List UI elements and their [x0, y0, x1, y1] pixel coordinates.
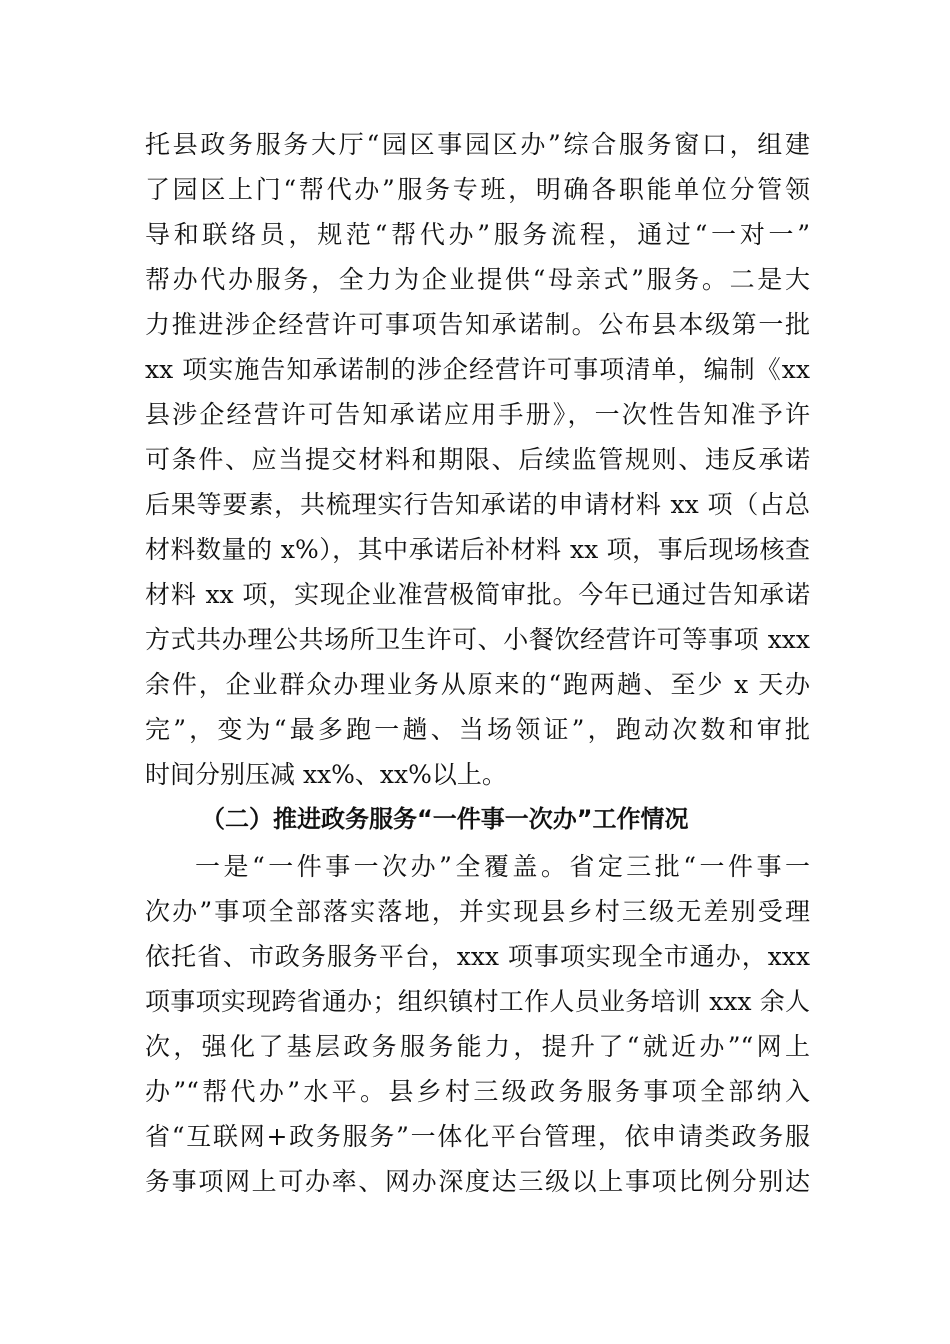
- text-line: 导和联络员，规范“帮代办”服务流程，通过“一对一”: [145, 220, 810, 249]
- text-line: 方式共办理公共场所卫生许可、小餐饮经营许可等事项 xxx: [145, 625, 810, 654]
- text-line: 次，强化了基层政务服务能力，提升了“就近办”“网上: [145, 1032, 810, 1061]
- document-body: [145, 122, 810, 1204]
- text-line: xx 项实施告知承诺制的涉企经营许可事项清单，编制《xx: [145, 355, 810, 384]
- section-heading: （二）推进政务服务“一件事一次办”工作情况: [201, 805, 689, 833]
- text-line: 后果等要素，共梳理实行告知承诺的申请材料 xx 项（占总: [145, 490, 810, 519]
- text-line: 时间分别压减 xx%、xx%以上。: [145, 760, 507, 789]
- text-line: 余件，企业群众办理业务从原来的“跑两趟、至少 x 天办: [145, 670, 810, 699]
- text-line: 项事项实现跨省通办；组织镇村工作人员业务培训 xxx 余人: [145, 987, 810, 1016]
- text-line: 完”，变为“最多跑一趟、当场领证”，跑动次数和审批: [145, 715, 810, 744]
- text-line: 依托省、市政务服务平台，xxx 项事项实现全市通办，xxx: [145, 942, 810, 971]
- text-line: 省“互联网+政务服务”一体化平台管理，依申请类政务服: [145, 1122, 810, 1151]
- text-line: 次办”事项全部落实落地，并实现县乡村三级无差别受理: [145, 897, 810, 926]
- text-line: 一是“一件事一次办”全覆盖。省定三批“一件事一: [195, 852, 810, 881]
- text-line: 托县政务服务大厅“园区事园区办”综合服务窗口，组建: [145, 130, 810, 159]
- text-line: 帮办代办服务，全力为企业提供“母亲式”服务。二是大: [145, 265, 810, 294]
- paragraph-section-two: [145, 844, 810, 1204]
- text-line: 可条件、应当提交材料和期限、后续监管规则、违反承诺: [145, 445, 810, 474]
- text-line: 材料数量的 x%），其中承诺后补材料 xx 项，事后现场核查: [145, 535, 810, 564]
- paragraph-continued: [145, 122, 810, 797]
- text-line: 务事项网上可办率、网办深度达三级以上事项比例分别达: [145, 1167, 810, 1196]
- text-line: 县涉企经营许可告知承诺应用手册》，一次性告知准予许: [145, 400, 810, 429]
- text-line: 材料 xx 项，实现企业准营极简审批。今年已通过告知承诺: [145, 580, 810, 609]
- text-line: 了园区上门“帮代办”服务专班，明确各职能单位分管领: [145, 175, 810, 204]
- text-line: 力推进涉企经营许可事项告知承诺制。公布县本级第一批: [145, 310, 810, 339]
- text-line: 办”“帮代办”水平。县乡村三级政务服务事项全部纳入: [145, 1077, 810, 1106]
